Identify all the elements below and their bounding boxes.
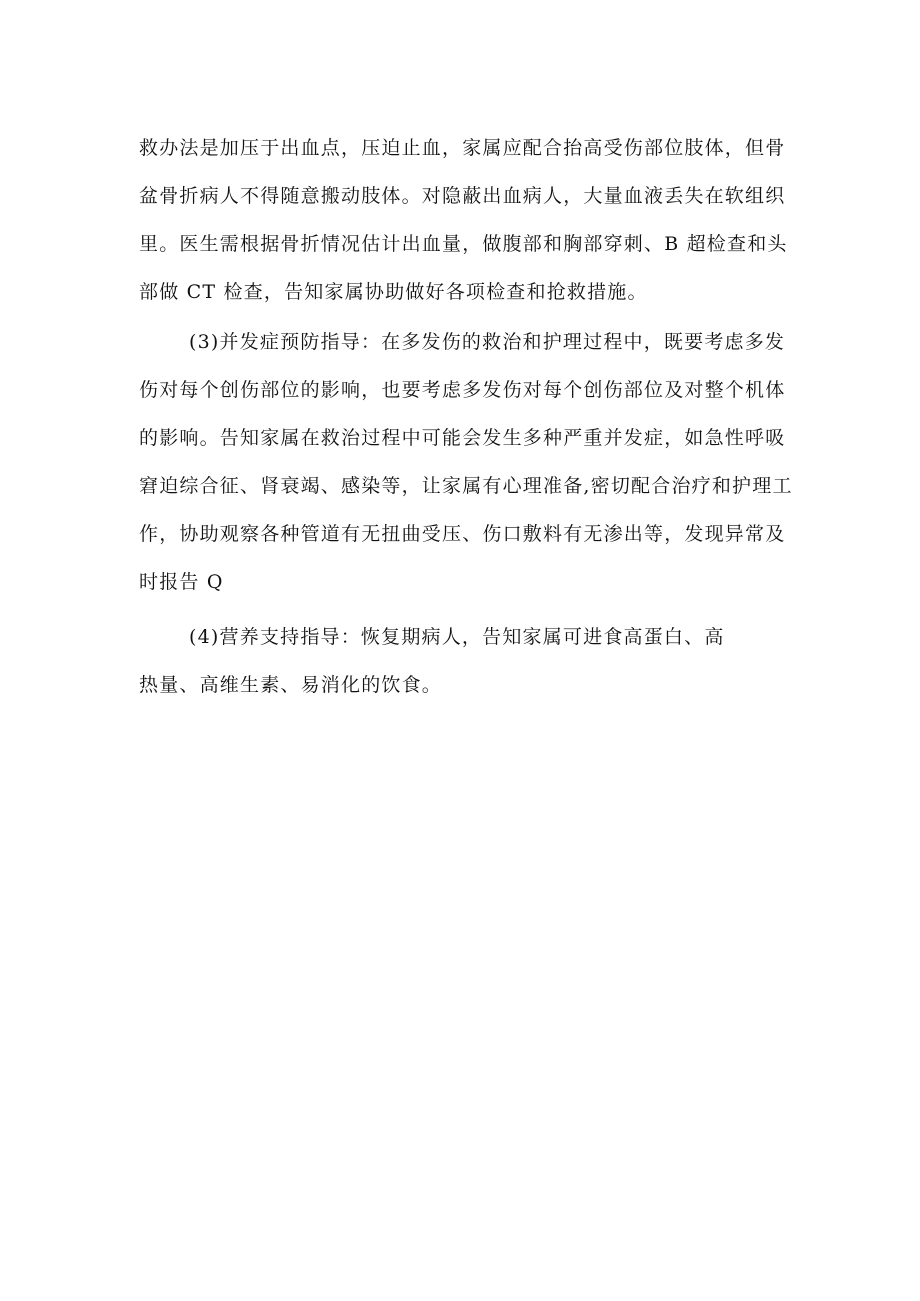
paragraph-complication-prevention — [139, 318, 793, 606]
text-line: 热量、高维生素、易消化的饮食。 — [139, 674, 443, 696]
text-line: 盆骨折病人不得随意搬动肢体。对隐蔽出血病人，大量血液丢失在软组织 — [139, 185, 786, 207]
paragraph-nutrition-support — [139, 613, 784, 709]
text-line: 里。医生需根据骨折情况估计出血量，做腹部和胸部穿刺、B 超检查和头 — [139, 233, 788, 255]
text-line: (3)并发症预防指导：在多发伤的救治和护理过程中，既要考虑多发 — [189, 331, 786, 353]
paragraph-emergency-bleeding — [139, 124, 788, 316]
text-line: 作，协助观察各种管道有无扭曲受压、伤口敷料有无渗出等，发现异常及 — [139, 523, 786, 545]
text-line: 伤对每个创伤部位的影响，也要考虑多发伤对每个创伤部位及对整个机体 — [139, 379, 786, 401]
text-line: (4)营养支持指导：恢复期病人，告知家属可进食高蛋白、高 — [189, 626, 725, 648]
text-line: 时报告 Q — [139, 571, 224, 593]
text-line: 救办法是加压于出血点，压迫止血，家属应配合抬高受伤部位肢体，但骨 — [139, 137, 786, 159]
text-line: 部做 CT 检查，告知家属协助做好各项检查和抢救措施。 — [139, 281, 648, 303]
text-line: 的影响。告知家属在救治过程中可能会发生多种严重并发症，如急性呼吸 — [139, 427, 786, 449]
text-line: 窘迫综合征、肾衰竭、感染等，让家属有心理准备,密切配合治疗和护理工 — [139, 475, 793, 497]
